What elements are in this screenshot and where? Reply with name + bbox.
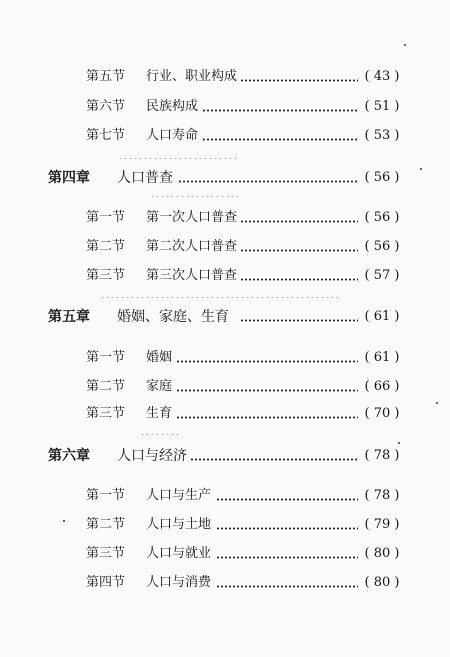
section-number: 第一节 xyxy=(86,488,126,503)
section-title: 第一次人口普查 xyxy=(146,210,238,225)
page-number: ( 56 ) xyxy=(364,239,400,254)
section-number: 第一节 xyxy=(86,210,126,225)
chapter-title: 婚姻、家庭、生育 xyxy=(117,309,229,325)
section-number: 第三节 xyxy=(86,406,126,421)
section-number: 第四节 xyxy=(86,575,126,590)
scan-speck xyxy=(63,520,65,522)
page-number: ( 78 ) xyxy=(364,488,400,503)
section-number: 第二节 xyxy=(86,239,126,254)
section-title: 家庭 xyxy=(146,379,173,394)
scan-speck xyxy=(404,44,406,46)
scan-streak xyxy=(118,158,238,159)
leader-dots xyxy=(176,360,358,363)
section-title: 民族构成 xyxy=(146,99,199,114)
toc-entry-section[interactable] xyxy=(0,125,450,147)
leader-dots xyxy=(216,556,358,559)
page-number: ( 70 ) xyxy=(364,406,400,421)
toc-entry-section[interactable] xyxy=(0,543,450,565)
section-number: 第一节 xyxy=(86,350,126,365)
leader-dots xyxy=(240,319,358,322)
leader-dots xyxy=(216,527,358,530)
section-title: 第三次人口普查 xyxy=(146,268,238,283)
toc-entry-chapter[interactable] xyxy=(0,445,450,467)
chapter-number: 第六章 xyxy=(48,448,90,464)
toc-entry-section[interactable] xyxy=(0,207,450,229)
leader-dots xyxy=(178,180,358,183)
scan-streak xyxy=(140,434,180,435)
page-number: ( 79 ) xyxy=(364,517,400,532)
page-number: ( 51 ) xyxy=(364,99,400,114)
chapter-title: 人口与经济 xyxy=(117,448,187,464)
page-number: ( 56 ) xyxy=(364,170,400,185)
section-title: 第二次人口普查 xyxy=(146,239,238,254)
section-number: 第五节 xyxy=(86,69,126,84)
section-title: 人口与就业 xyxy=(146,546,212,561)
toc-entry-section[interactable] xyxy=(0,236,450,258)
section-title: 人口寿命 xyxy=(146,128,199,143)
section-title: 人口与生产 xyxy=(146,488,212,503)
toc-entry-section[interactable] xyxy=(0,514,450,536)
scan-speck xyxy=(420,168,422,170)
leader-dots xyxy=(176,416,358,419)
scan-streak xyxy=(150,196,240,197)
section-number: 第七节 xyxy=(86,128,126,143)
section-number: 第六节 xyxy=(86,99,126,114)
leader-dots xyxy=(240,249,358,252)
chapter-title: 人口普查 xyxy=(117,170,173,186)
section-number: 第三节 xyxy=(86,546,126,561)
toc-entry-section[interactable] xyxy=(0,265,450,287)
scan-speck xyxy=(436,402,438,404)
toc-entry-chapter[interactable] xyxy=(0,306,450,328)
page-number: ( 57 ) xyxy=(364,268,400,283)
section-number: 第三节 xyxy=(86,268,126,283)
page-number: ( 80 ) xyxy=(364,546,400,561)
leader-dots xyxy=(176,389,358,392)
leader-dots xyxy=(202,109,358,112)
section-title: 人口与消费 xyxy=(146,575,212,590)
page-number: ( 43 ) xyxy=(364,69,400,84)
page-number: ( 53 ) xyxy=(364,128,400,143)
page-number: ( 78 ) xyxy=(364,448,400,463)
section-number: 第二节 xyxy=(86,379,126,394)
toc-entry-section[interactable] xyxy=(0,66,450,88)
toc-entry-section[interactable] xyxy=(0,572,450,594)
toc-entry-section[interactable] xyxy=(0,403,450,425)
section-title: 行业、职业构成 xyxy=(146,69,238,84)
page-number: ( 66 ) xyxy=(364,379,400,394)
leader-dots xyxy=(240,220,358,223)
leader-dots xyxy=(202,138,358,141)
section-title: 人口与土地 xyxy=(146,517,212,532)
leader-dots xyxy=(240,79,358,82)
section-title: 生育 xyxy=(146,406,173,421)
leader-dots xyxy=(216,498,358,501)
page-number: ( 61 ) xyxy=(364,350,400,365)
leader-dots xyxy=(240,278,358,281)
page-number: ( 61 ) xyxy=(364,309,400,324)
scan-streak xyxy=(100,297,340,298)
section-number: 第二节 xyxy=(86,517,126,532)
toc-entry-section[interactable] xyxy=(0,376,450,398)
leader-dots xyxy=(190,458,358,461)
leader-dots xyxy=(216,585,358,588)
toc-entry-section[interactable] xyxy=(0,347,450,369)
chapter-number: 第四章 xyxy=(48,170,90,186)
toc-entry-section[interactable] xyxy=(0,485,450,507)
scan-speck xyxy=(398,442,400,444)
toc-entry-chapter[interactable] xyxy=(0,167,450,189)
toc-entry-section[interactable] xyxy=(0,96,450,118)
chapter-number: 第五章 xyxy=(48,309,90,325)
page-number: ( 56 ) xyxy=(364,210,400,225)
section-title: 婚姻 xyxy=(146,350,173,365)
page-number: ( 80 ) xyxy=(364,575,400,590)
